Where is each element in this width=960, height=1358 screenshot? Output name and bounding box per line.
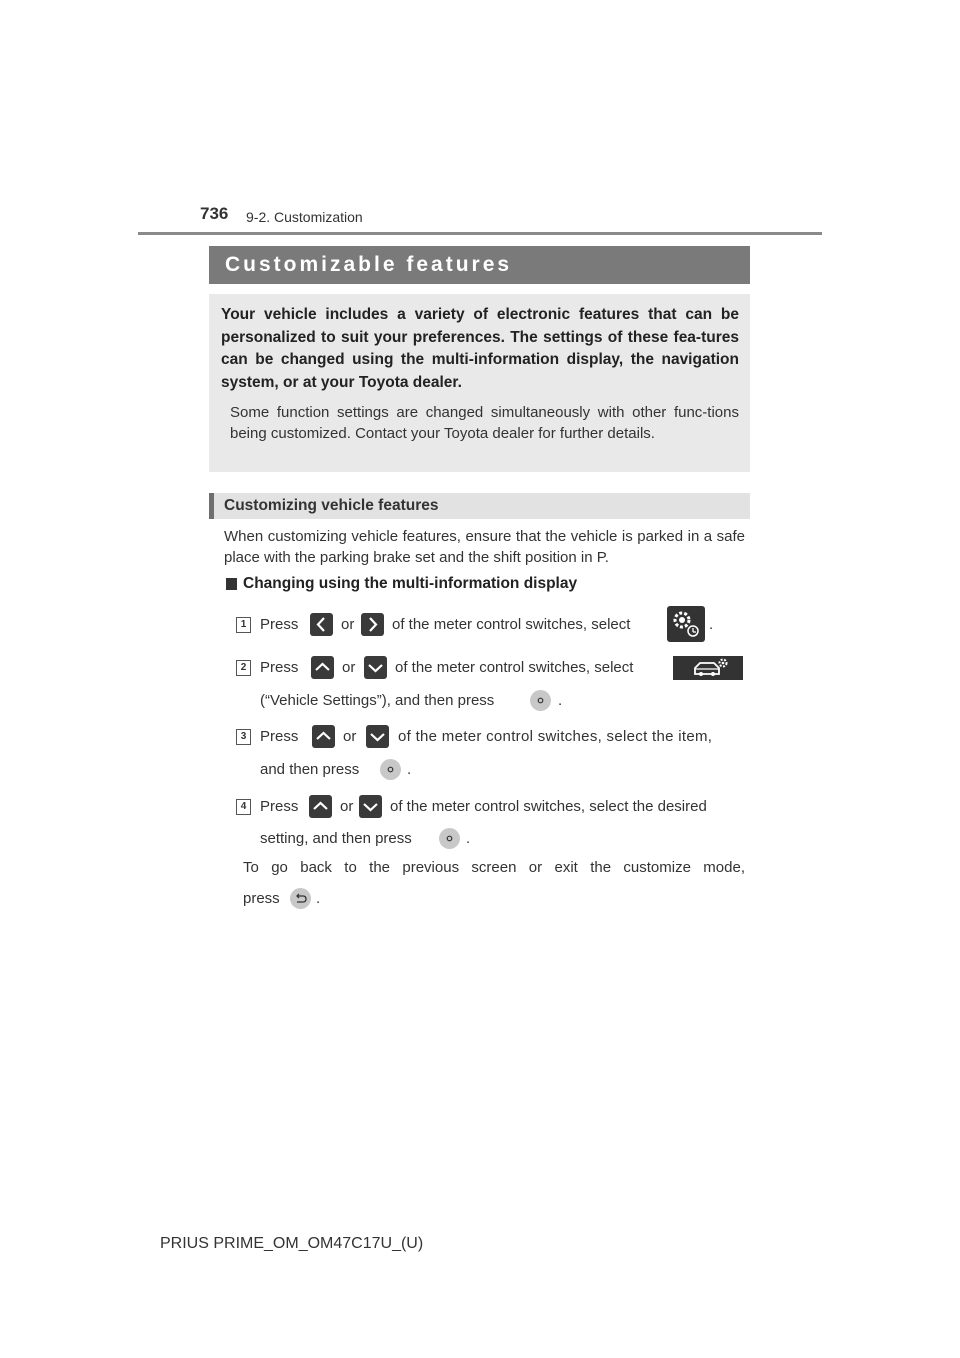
sub-heading: Changing using the multi-information display: [243, 575, 578, 592]
chevron-up-icon: [309, 795, 332, 818]
step-2-text-or: or: [342, 659, 356, 676]
step-1-text-end: .: [709, 616, 714, 633]
step-3-text-press: Press: [260, 728, 299, 745]
gear-settings-icon: [667, 606, 705, 642]
step-3-text-end: .: [407, 761, 412, 778]
step-3-text-or: or: [343, 728, 357, 745]
note-line-1: To go back to the previous screen or exit the customize mode,: [243, 859, 745, 876]
section-reference: 9-2. Customization: [246, 209, 363, 225]
chevron-up-icon: [312, 725, 335, 748]
chevron-right-icon: [361, 613, 384, 636]
step-4-text-end: .: [466, 830, 471, 847]
step-1-text-or: or: [341, 616, 355, 633]
step-number-4: 4: [236, 799, 251, 815]
chevron-down-icon: [366, 725, 389, 748]
subsection-title: Customizing vehicle features: [224, 497, 439, 514]
title-bar: [209, 246, 750, 284]
chevron-down-icon: [359, 795, 382, 818]
page-title: Customizable features: [225, 253, 513, 276]
back-icon: [290, 888, 311, 909]
step-2-text-end: .: [558, 692, 563, 709]
chevron-left-icon: [310, 613, 333, 636]
step-4-text-press: Press: [260, 798, 299, 815]
step-number-2: 2: [236, 660, 251, 676]
note-line-2-end: .: [316, 890, 321, 907]
vehicle-settings-icon: [673, 656, 743, 680]
step-2-text-press: Press: [260, 659, 299, 676]
intro-bold-text: Your vehicle includes a variety of electronic features that can be personalized to suit your preferences. The settings of these fea-tures can be changed using the multi-information display, the navigation system, or at your Toyota dealer.: [221, 306, 739, 391]
note-line-2: press: [243, 890, 280, 907]
step-number-1: 1: [236, 617, 251, 633]
step-4-text-desc: of the meter control switches, select the desired: [390, 798, 707, 815]
step-2-continuation: (“Vehicle Settings”), and then press: [260, 692, 495, 709]
step-number-3: 3: [236, 729, 251, 745]
step-1-text-desc: of the meter control switches, select: [392, 616, 631, 633]
chevron-up-icon: [311, 656, 334, 679]
intro-box: [209, 294, 750, 472]
step-1-text-press: Press: [260, 616, 299, 633]
page-number: 736: [200, 204, 229, 223]
intro-note-text: Some function settings are changed simultaneously with other func-tions being customized. Contact your Toyota dealer for further details.: [230, 404, 739, 442]
subsection-bar: [209, 493, 750, 519]
ok-button-icon: [439, 828, 460, 849]
step-3-text-desc: of the meter control switches, select the item,: [398, 728, 713, 745]
step-3-continuation: and then press: [260, 761, 360, 778]
step-4-text-or: or: [340, 798, 354, 815]
chevron-down-icon: [364, 656, 387, 679]
footer-document-id: PRIUS PRIME_OM_OM47C17U_(U): [160, 1235, 424, 1252]
step-2-text-desc: of the meter control switches, select: [395, 659, 634, 676]
ok-button-icon: [380, 759, 401, 780]
square-bullet-icon: [226, 578, 237, 590]
header-rule: [138, 232, 822, 235]
step-4-continuation: setting, and then press: [260, 830, 412, 847]
ok-button-icon: [530, 690, 551, 711]
body-paragraph: When customizing vehicle features, ensure that the vehicle is parked in a safe place with the parking brake set and the shift position in P.: [224, 528, 745, 566]
